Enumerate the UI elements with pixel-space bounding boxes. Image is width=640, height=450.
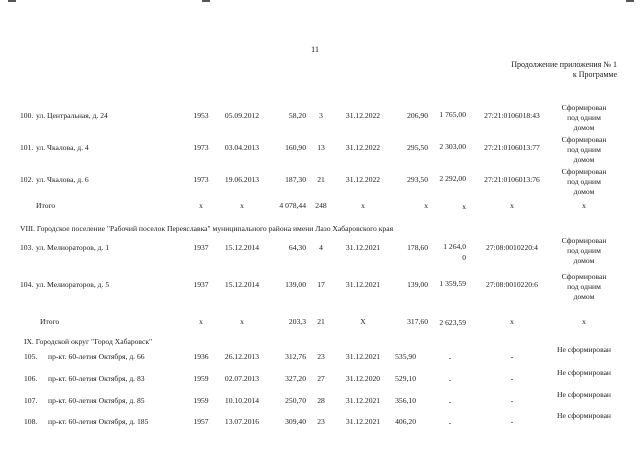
row-status: Не сформирован — [557, 345, 611, 354]
row-deadline: 31.12.2021 — [345, 243, 381, 252]
total-date: x — [240, 201, 244, 210]
row-cost: 295,50 — [407, 143, 428, 152]
row-count: 13 — [317, 143, 325, 152]
row-cadastral: - — [510, 374, 514, 383]
row-cost: 529,10 — [395, 374, 416, 383]
row-year: 1959 — [193, 396, 209, 405]
appendix-line-1: Продолжение приложения № 1 — [511, 60, 617, 69]
row-cadastral: 27:08:0010220:4 — [486, 243, 538, 252]
row-year: 1953 — [193, 111, 209, 120]
row-deadline: 31.12.2021 — [345, 280, 381, 289]
row-status: Сформирован под одним домом — [561, 135, 607, 164]
row-date: 10.10.2014 — [224, 396, 260, 405]
total-deadline: x — [361, 201, 365, 210]
row-address: пр-кт. 60-летия Октября, д. 83 — [48, 374, 145, 383]
row-date: 13.07.2016 — [224, 417, 260, 426]
row-area: 58,20 — [288, 111, 306, 120]
row-year: 1937 — [193, 243, 209, 252]
row-area: 309,40 — [285, 417, 306, 426]
row-sum: 2 292,00 — [439, 174, 466, 183]
row-address: пр-кт. 60-летия Октября, д. 85 — [48, 396, 145, 405]
row-cost: 356,10 — [395, 396, 416, 405]
row-date: 15.12.2014 — [224, 280, 260, 289]
row-number: 108. — [24, 417, 38, 426]
row-cadastral: 27:21:0106013:77 — [484, 143, 540, 152]
row-cadastral: - — [510, 396, 514, 405]
row-sum: 2 303,00 — [439, 142, 466, 151]
row-year: 1973 — [193, 143, 209, 152]
table-row — [0, 390, 640, 412]
total-status: x — [582, 201, 586, 210]
row-cost: 178,60 — [407, 243, 428, 252]
table-row — [0, 411, 640, 435]
row-area: 312,76 — [285, 352, 306, 361]
row-cost: 293,50 — [407, 175, 428, 184]
scan-mark-center — [202, 0, 210, 2]
row-area: 250,70 — [285, 396, 306, 405]
row-year: 1973 — [193, 175, 209, 184]
total-year: x — [199, 201, 203, 210]
row-cost: 206,90 — [407, 111, 428, 120]
scan-mark-left — [8, 0, 16, 2]
row-year: 1957 — [193, 417, 209, 426]
total-cost: x — [424, 201, 428, 210]
row-number: 100. — [20, 111, 34, 120]
row-number: 103. — [20, 243, 34, 252]
row-number: 102. — [20, 175, 34, 184]
row-sum: - — [448, 353, 452, 362]
row-address: ул. Мелиораторов, д. 5 — [36, 280, 110, 289]
row-count: 27 — [317, 374, 325, 383]
row-sum: 1 264,0 0 — [443, 242, 466, 262]
row-sum: 1 359,59 — [439, 279, 466, 288]
row-number: 105. — [24, 352, 38, 361]
row-sum: - — [448, 397, 452, 406]
total-sum: x — [462, 202, 466, 211]
row-status: Сформирован под одним домом — [561, 236, 607, 265]
row-cadastral: 27:08:0010220:6 — [486, 280, 538, 289]
table-row — [0, 368, 640, 390]
row-count: 23 — [317, 352, 325, 361]
total-cadastral: x — [510, 317, 514, 326]
row-area: 327,20 — [285, 374, 306, 383]
total-status: x — [582, 317, 586, 326]
total-row — [0, 201, 640, 215]
row-number: 101. — [20, 143, 34, 152]
row-number: 106. — [24, 374, 38, 383]
section-title: IX. Городской округ "Город Хабаровск" — [24, 337, 153, 346]
section-title: VIII. Городское поселение "Рабочий поселок Переяславка" муниципального района имени Лазо Хабаровского края — [20, 224, 394, 233]
row-sum: - — [448, 418, 452, 427]
total-year: x — [199, 317, 203, 326]
row-sum: - — [448, 375, 452, 384]
appendix-line-2: к Программе — [572, 70, 617, 79]
row-deadline: 31.12.2021 — [345, 417, 381, 426]
row-count: 3 — [319, 111, 323, 120]
table-row — [0, 345, 640, 369]
row-address: ул. Чкалова, д. 6 — [36, 175, 89, 184]
row-count: 17 — [317, 280, 325, 289]
scan-mark-right — [626, 0, 634, 2]
row-status: Сформирован под одним домом — [561, 103, 607, 132]
total-row — [0, 317, 640, 331]
row-date: 02.07.2013 — [224, 374, 260, 383]
row-number: 107. — [24, 396, 38, 405]
table-row — [0, 103, 640, 135]
total-area: 203,3 — [288, 317, 306, 326]
row-date: 05.09.2012 — [224, 111, 260, 120]
total-deadline: X — [360, 317, 366, 326]
row-address: ул. Центральная, д. 24 — [36, 111, 108, 120]
row-date: 03.04.2013 — [224, 143, 260, 152]
row-area: 160,90 — [285, 143, 306, 152]
total-count: 248 — [315, 201, 327, 210]
page-number: 11 — [311, 45, 320, 54]
total-date: x — [240, 317, 244, 326]
row-deadline: 31.12.2022 — [345, 143, 381, 152]
row-cadastral: 27:21:0106013:76 — [484, 175, 540, 184]
row-deadline: 31.12.2021 — [345, 396, 381, 405]
row-address: пр-кт. 60-летия Октября, д. 185 — [48, 417, 149, 426]
row-count: 21 — [317, 175, 325, 184]
row-status: Не сформирован — [557, 368, 611, 377]
row-cadastral: - — [510, 352, 514, 361]
total-cost: 317,60 — [407, 317, 428, 326]
row-count: 28 — [317, 396, 325, 405]
row-year: 1959 — [193, 374, 209, 383]
row-deadline: 31.12.2020 — [345, 374, 381, 383]
table-row — [0, 272, 640, 304]
total-cadastral: x — [510, 201, 514, 210]
total-count: 21 — [317, 317, 325, 326]
row-date: 26.12.2013 — [224, 352, 260, 361]
row-date: 19.06.2013 — [224, 175, 260, 184]
total-sum: 2 623,59 — [439, 318, 466, 327]
row-deadline: 31.12.2021 — [345, 352, 381, 361]
row-number: 104. — [20, 280, 34, 289]
row-cost: 535,90 — [395, 352, 416, 361]
row-status: Сформирован под одним домом — [561, 167, 607, 196]
row-status: Не сформирован — [557, 390, 611, 399]
row-area: 187,30 — [285, 175, 306, 184]
table-row — [0, 167, 640, 199]
row-cost: 406,20 — [395, 417, 416, 426]
row-deadline: 31.12.2022 — [345, 175, 381, 184]
table-row — [0, 135, 640, 167]
total-area: 4 078,44 — [279, 201, 306, 210]
row-year: 1937 — [193, 280, 209, 289]
row-cadastral: - — [510, 417, 514, 426]
row-count: 23 — [317, 417, 325, 426]
row-cost: 139,00 — [407, 280, 428, 289]
table-row — [0, 236, 640, 268]
total-label: Итого — [36, 201, 56, 210]
row-count: 4 — [319, 243, 323, 252]
appendix-header — [511, 60, 617, 80]
row-date: 15.12.2014 — [224, 243, 260, 252]
row-deadline: 31.12.2022 — [345, 111, 381, 120]
row-area: 64,30 — [288, 243, 306, 252]
row-area: 139,00 — [285, 280, 306, 289]
row-year: 1936 — [193, 352, 209, 361]
row-sum: 1 765,00 — [439, 110, 466, 119]
row-address: пр-кт. 60-летия Октября, д. 66 — [48, 352, 145, 361]
total-label: Итого — [40, 317, 60, 326]
row-cadastral: 27:21:0106018:43 — [484, 111, 540, 120]
row-address: ул. Чкалова, д. 4 — [36, 143, 89, 152]
row-status: Сформирован под одним домом — [561, 272, 607, 301]
row-address: ул. Мелиораторов, д. 1 — [36, 243, 110, 252]
row-status: Не сформирован — [557, 411, 611, 420]
